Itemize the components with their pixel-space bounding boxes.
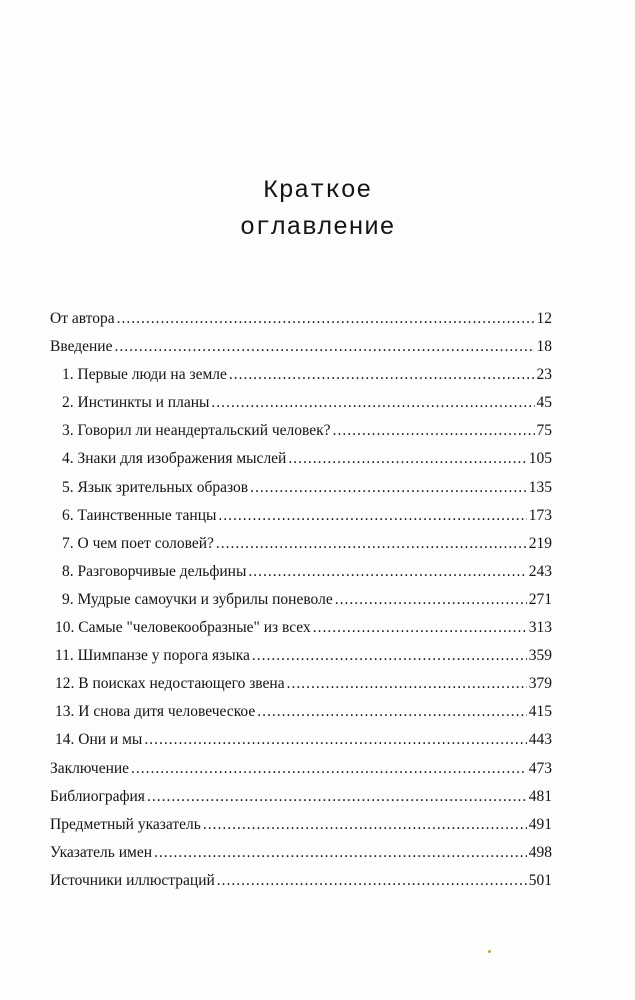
toc-dot-leader [252,642,527,670]
toc-entry [0,333,635,361]
toc-entry-label: 2. Инстинкты и планы [62,394,210,412]
toc-entry-label: 6. Таинственные танцы [62,506,217,524]
toc-entry [0,614,635,642]
toc-dot-leader [335,586,527,614]
toc-entry-label: 7. О чем поет соловей? [62,534,214,552]
toc-dot-leader [114,333,534,361]
toc-dot-leader [333,417,535,445]
toc-entry-page-number: 173 [528,506,552,524]
toc-dot-leader [288,445,526,473]
toc-entry-page-number: 501 [528,871,552,889]
toc-entry [0,502,635,530]
toc-entry-page-number: 243 [528,562,552,580]
toc-dot-leader [287,670,527,698]
toc-entry [0,698,635,726]
toc-entry-label: 11. Шимпанзе у порога языка [55,647,250,665]
toc-entry-label: Предметный указатель [50,815,201,833]
toc-entry-label: 4. Знаки для изображения мыслей [62,450,287,468]
toc-dot-leader [229,361,535,389]
toc-entry-label: 8. Разговорчивые дельфины [62,562,247,580]
toc-entry-page-number: 12 [536,310,552,327]
toc-dot-leader [313,614,527,642]
toc-entry [0,642,635,670]
toc-entry-label: Заключение [50,759,130,777]
page-title [0,172,635,246]
toc-dot-leader [216,530,527,558]
toc-dot-leader [131,755,527,783]
toc-entry-page-number: 443 [528,731,552,749]
toc-entry [0,811,635,839]
toc-entry [0,783,635,811]
toc-dot-leader [218,502,526,530]
toc-entry [0,530,635,558]
toc-entry [0,839,635,867]
toc-entry-label: 10. Самые "человекообразные" из всех [55,619,311,637]
toc-entry [0,558,635,586]
toc-entry [0,417,635,445]
toc-entry-page-number: 313 [528,619,552,637]
toc-dot-leader [203,811,527,839]
toc-entry-page-number: 415 [528,703,552,721]
toc-dot-leader [257,698,526,726]
toc-entry [0,361,635,389]
toc-dot-leader [211,389,534,417]
toc-dot-leader [147,783,527,811]
toc-entry-label: Указатель имен [50,843,152,861]
toc-entry-page-number: 23 [536,366,552,384]
toc-entry-page-number: 481 [528,787,552,805]
toc-entry-page-number: 18 [536,338,552,356]
toc-entry [0,726,635,754]
toc-entry-page-number: 379 [528,675,552,693]
toc-entry-label: 9. Мудрые самоучки и зубрилы поневоле [62,590,333,608]
toc-entry-page-number: 219 [528,534,552,552]
toc-entry-page-number: 359 [528,647,552,665]
toc-entry-page-number: 105 [528,450,552,468]
toc-entry [0,755,635,783]
title-line-1: Краткое [263,176,372,205]
toc-entry-label: Источники иллюстраций [50,871,215,889]
toc-entry-label: 1. Первые люди на земле [62,366,227,384]
toc-entry-page-number: 473 [528,759,552,777]
toc-entry-page-number: 498 [528,843,552,861]
toc-entry-page-number: 135 [528,478,552,496]
toc-dot-leader [250,474,527,502]
toc-entry-label: 14. Они и мы [55,731,143,749]
toc-entry [0,389,635,417]
toc-dot-leader [154,839,527,867]
toc-entry-page-number: 45 [536,394,552,412]
toc-dot-leader [217,867,527,895]
toc-entry-page-number: 75 [536,422,552,440]
toc-entry-page-number: 491 [528,815,552,833]
toc-entry [0,586,635,614]
toc-dot-leader [144,726,526,754]
paper-speck [488,950,491,953]
toc-entry-label: 13. И снова дитя человеческое [55,703,256,721]
title-line-2: оглавление [239,213,396,242]
toc-entry-label: 5. Язык зрительных образов [62,478,249,496]
toc-entry-page-number: 271 [528,590,552,608]
toc-entry [0,867,635,895]
toc-entry-label: 12. В поисках недостающего звена [55,675,285,693]
toc-entry-label: Введение [50,338,113,356]
toc-dot-leader [248,558,526,586]
toc-entry [0,305,635,333]
toc-entry [0,474,635,502]
toc-entry-label: От автора [50,310,115,327]
toc-entry-label: Библиография [50,787,145,805]
toc-entry [0,670,635,698]
toc-dot-leader [117,305,535,333]
toc-entry [0,445,635,473]
table-of-contents [0,305,635,895]
toc-entry-label: 3. Говорил ли неандертальский человек? [62,422,331,440]
